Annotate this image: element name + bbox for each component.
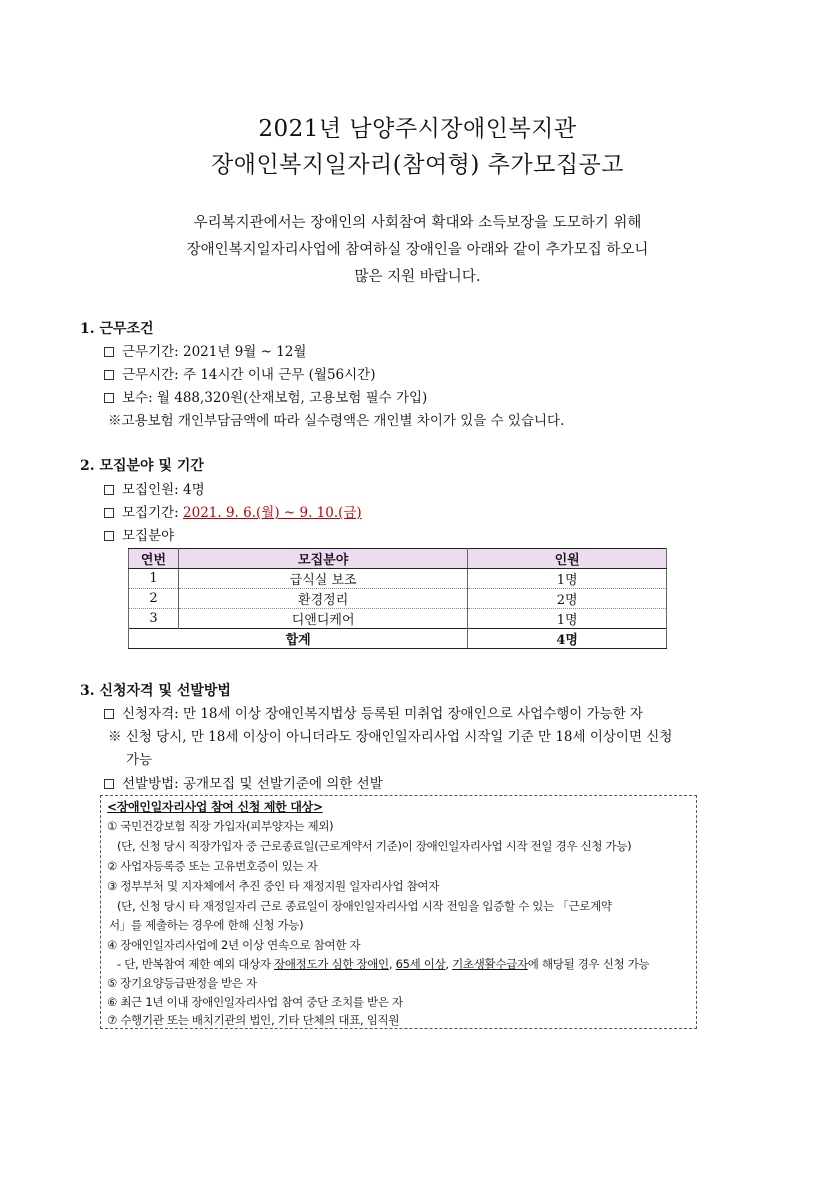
table-row (129, 589, 667, 609)
section-1-item-text: 근무시간: 주 14시간 이내 근무 (월56시간) (122, 367, 376, 383)
restriction-subnote-text: - 단, 반복참여 제한 예외 대상자 (117, 957, 275, 971)
section-3-heading: 3. 신청자격 및 선발방법 (80, 683, 231, 699)
restriction-subnote-underlined: 장애정도가 심한 장애인 (274, 957, 389, 971)
intro-line-1: 우리복지관에서는 장애인의 사회참여 확대와 소득보장을 도모하기 위해 (193, 215, 642, 231)
checkbox-icon (104, 347, 114, 357)
table-header-row (129, 549, 667, 569)
section-3-item-text: 선발방법: 공개모집 및 선발기준에 의한 선발 (122, 776, 383, 792)
table-header-cell: 모집분야 (178, 549, 467, 569)
section-2-item-text: 모집인원: 4명 (122, 482, 205, 498)
section-1-item-text: 근무기간: 2021년 9월 ~ 12월 (122, 344, 307, 360)
restriction-subnote-underlined: 65세 이상 (395, 957, 446, 971)
checkbox-icon (104, 779, 114, 789)
restriction-subnote-underlined: 기초생활수급자 (452, 957, 528, 971)
restriction-subnote-text: 에 해당될 경우 신청 가능 (527, 957, 650, 971)
section-1-item (104, 340, 306, 360)
restriction-subnote (117, 956, 649, 972)
restriction-subnote: (단, 신청 당시 타 재정일자리 근로 종료일이 장애인일자리사업 시작 전임을 입증할 수 있는 「근로계약 (117, 899, 612, 913)
restrictions-title: <장애인일자리사업 참여 신청 제한 대상> (107, 800, 323, 814)
table-cell: 디앤디케어 (178, 609, 467, 629)
title-line-2: 장애인복지일자리(참여형) 추가모집공고 (211, 152, 624, 178)
section-3-item (104, 702, 643, 722)
section-3-item (104, 772, 383, 792)
table-cell: 2 (129, 589, 179, 609)
section-1-item (104, 386, 427, 406)
checkbox-icon (104, 370, 114, 380)
restriction-item: ⑤ 장기요양등급판정을 받은 자 (107, 976, 257, 990)
section-2-item-text: 모집분야 (122, 528, 175, 544)
table-row (129, 609, 667, 629)
title-line-1: 2021년 남양주시장애인복지관 (258, 116, 577, 142)
table-cell: 1명 (468, 609, 667, 629)
recruit-period-value: 2021. 9. 6.(월) ~ 9. 10.(금) (183, 505, 362, 521)
section-1-item-text: 보수: 월 488,320원(산재보험, 고용보험 필수 가입) (122, 390, 428, 406)
table-row (129, 569, 667, 589)
table-cell: 급식실 보조 (178, 569, 467, 589)
recruit-period-label: 모집기간: (122, 505, 184, 521)
section-1-item (104, 363, 375, 383)
table-cell: 3 (129, 609, 179, 629)
checkbox-icon (104, 508, 114, 518)
restriction-item: ⑥ 최근 1년 이내 장애인일자리사업 참여 중단 조치를 받은 자 (107, 995, 403, 1009)
section-2-heading: 2. 모집분야 및 기간 (80, 458, 204, 474)
section-1-note: ※고용보험 개인부담금액에 따라 실수령액은 개인별 차이가 있을 수 있습니다. (108, 413, 565, 429)
table-header-cell: 연번 (129, 549, 179, 569)
restriction-subnote: (단, 신청 당시 직장가입자 중 근로종료일(근로계약서 기준)이 장애인일자리사업 시작 전일 경우 신청 가능) (117, 839, 632, 853)
restriction-item: ③ 정부부처 및 지자체에서 추진 중인 타 재정지원 일자리사업 참여자 (107, 879, 440, 893)
restriction-item: ① 국민건강보험 직장 가입자(피부양자는 제외) (107, 819, 334, 833)
table-cell: 2명 (468, 589, 667, 609)
section-3-note-line-2: 가능 (126, 752, 153, 768)
checkbox-icon (104, 531, 114, 541)
section-2-item (104, 524, 174, 544)
table-cell: 1명 (468, 569, 667, 589)
restriction-subnote-text: , (445, 957, 453, 971)
section-2-item (104, 501, 362, 521)
table-cell: 환경정리 (178, 589, 467, 609)
restriction-subnote: 서」를 제출하는 경우에 한해 신청 가능) (109, 918, 304, 932)
restriction-item: ⑦ 수행기관 또는 배치기관의 법인, 기타 단체의 대표, 임직원 (107, 1013, 400, 1027)
restriction-subnote-text: , (388, 957, 396, 971)
restrictions-box (100, 795, 697, 1029)
recruit-table (128, 548, 667, 649)
table-total-value: 4명 (468, 629, 667, 649)
section-3-note-line-1: ※ 신청 당시, 만 18세 이상이 아니더라도 장애인일자리사업 시작일 기준 만 18세 이상이면 신청 (108, 729, 673, 745)
table-total-row (129, 629, 667, 649)
section-1-heading: 1. 근무조건 (80, 321, 154, 337)
restriction-item: ④ 장애인일자리사업에 2년 이상 연속으로 참여한 자 (107, 938, 361, 952)
checkbox-icon (104, 393, 114, 403)
intro-line-3: 많은 지원 바랍니다. (354, 269, 481, 285)
table-total-label: 합계 (129, 629, 468, 649)
intro-line-2: 장애인복지일자리사업에 참여하실 장애인을 아래와 같이 추가모집 하오니 (186, 242, 649, 258)
restriction-item: ② 사업자등록증 또는 고유번호증이 있는 자 (107, 859, 318, 873)
table-header-cell: 인원 (468, 549, 667, 569)
checkbox-icon (104, 709, 114, 719)
checkbox-icon (104, 485, 114, 495)
table-cell: 1 (129, 569, 179, 589)
section-3-item-text: 신청자격: 만 18세 이상 장애인복지법상 등록된 미취업 장애인으로 사업수행이 가능한 자 (122, 706, 644, 722)
section-2-item (104, 478, 205, 498)
